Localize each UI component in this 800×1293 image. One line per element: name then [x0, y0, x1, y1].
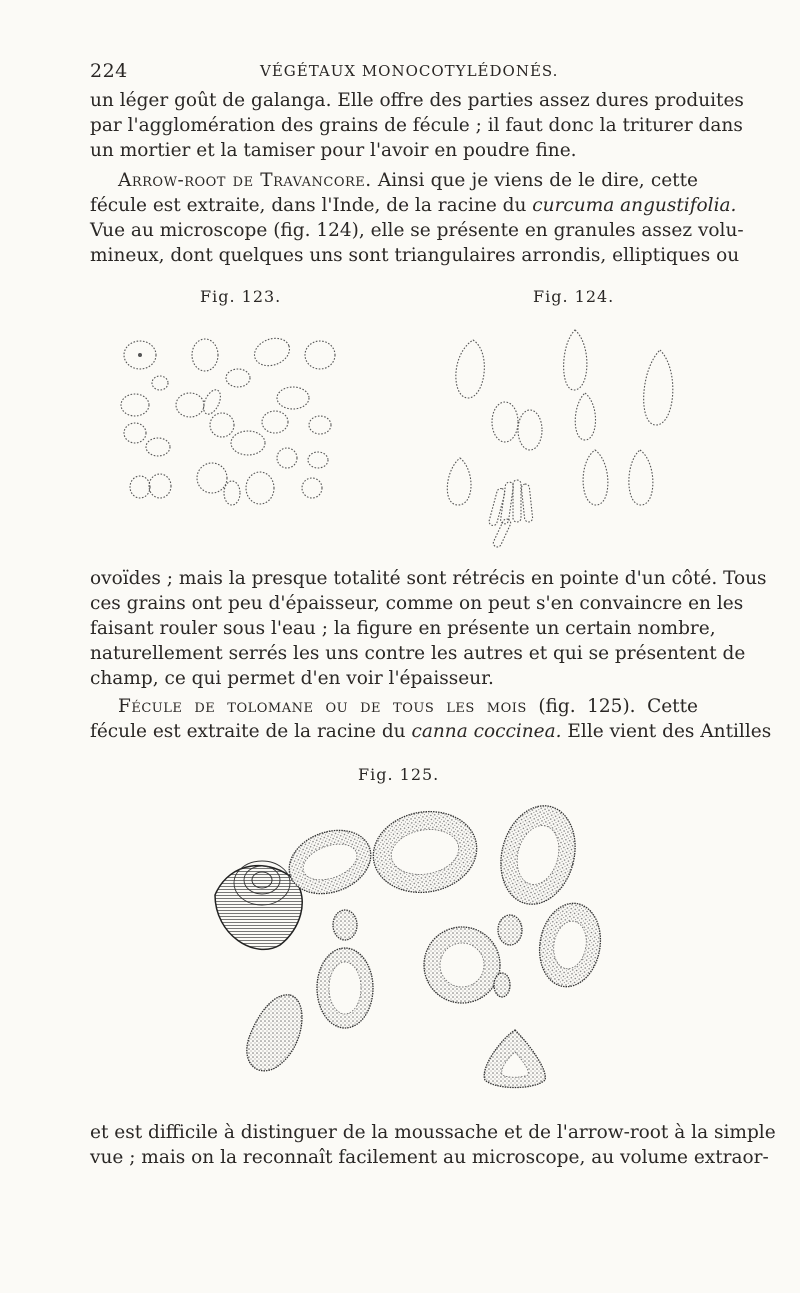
section-heading-arrow-root: Arrow-root de Travancore.	[118, 170, 372, 191]
figure-124-caption: Fig. 124.	[533, 287, 615, 306]
text-line: un mortier et la tamiser pour l'avoir en poudre fine.	[90, 140, 577, 161]
figure-125-caption: Fig. 125.	[358, 765, 440, 784]
text-line: naturellement serrés les uns contre les autres et qui se présentent de	[90, 643, 746, 664]
text-line: ces grains ont peu d'épaisseur, comme on peut s'en convaincre en les	[90, 593, 744, 614]
figure-124-starch-grains	[447, 330, 673, 548]
paragraph-3	[90, 566, 767, 691]
paragraph-4	[90, 694, 772, 744]
text-line: vue ; mais on la reconnaît facilement au microscope, au volume extraor-	[90, 1147, 769, 1168]
species-name: canna coccinea.	[411, 721, 562, 742]
species-name: curcuma angustifolia.	[532, 195, 737, 216]
running-title: VÉGÉTAUX MONOCOTYLÉDONÉS.	[260, 62, 559, 80]
text-line	[90, 719, 772, 744]
figure-123-caption: Fig. 123.	[200, 287, 282, 306]
text-line: Vue au microscope (fig. 124), elle se présente en granules assez volu-	[90, 220, 744, 241]
text-line: par l'agglomération des grains de fécule ; il faut donc la triturer dans	[90, 115, 743, 136]
text-fragment: (fig. 125). Cette	[526, 696, 698, 717]
paragraph-5	[90, 1120, 776, 1170]
text-line: champ, ce qui permet d'en voir l'épaisseur.	[90, 668, 494, 689]
section-heading-tolomane: Fécule de tolomane ou de tous les mois	[118, 696, 527, 717]
text-line: faisant rouler sous l'eau ; la figure en présente un certain nombre,	[90, 618, 716, 639]
text-fragment: Ainsi que je viens de le dire, cette	[371, 170, 698, 191]
text-line: ovoïdes ; mais la presque totalité sont rétrécis en pointe d'un côté. Tous	[90, 568, 767, 589]
text-line: un léger goût de galanga. Elle offre des parties assez dures produites	[90, 90, 744, 111]
text-fragment: fécule est extraite, dans l'Inde, de la racine du	[90, 195, 533, 216]
text-line: mineux, dont quelques uns sont triangulaires arrondis, elliptiques ou	[90, 245, 740, 266]
text-fragment: Elle vient des Antilles	[561, 721, 772, 742]
text-line	[90, 694, 698, 719]
page-number: 224	[90, 60, 128, 82]
figure-123-starch-grains	[121, 334, 335, 505]
figure-125-starch-grains	[215, 797, 607, 1087]
text-line: et est difficile à distinguer de la moussache et de l'arrow-root à la simple	[90, 1122, 776, 1143]
text-fragment: fécule est extraite de la racine du	[90, 721, 412, 742]
